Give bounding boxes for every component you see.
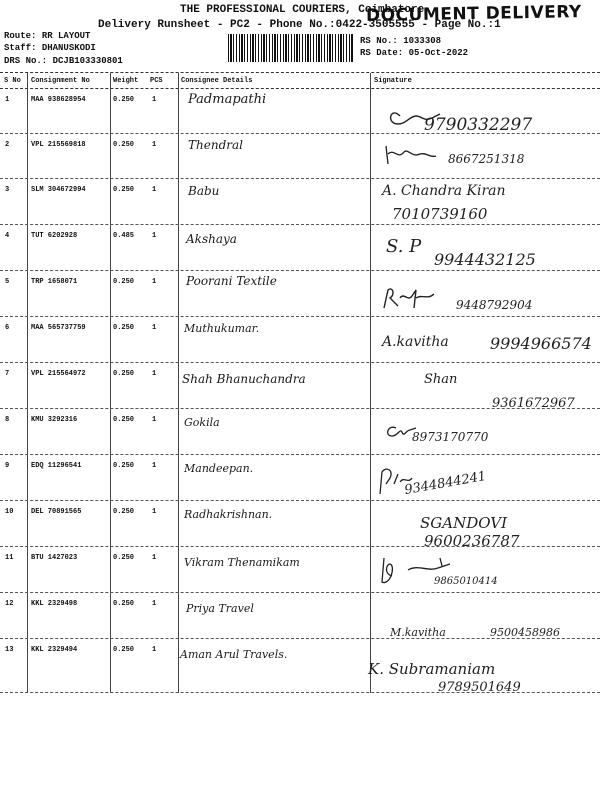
consignee-name: Babu <box>188 184 220 198</box>
row-consignment-no: BTU 1427023 <box>31 554 78 562</box>
row-sno: 8 <box>5 416 10 424</box>
row-sno: 10 <box>5 508 14 516</box>
consignee-name: Thendral <box>188 138 243 152</box>
consignee-name: Akshaya <box>186 232 237 246</box>
row-sno: 3 <box>5 186 10 194</box>
signature-name: A.kavitha <box>382 334 449 350</box>
row-pcs: 1 <box>152 370 157 378</box>
signature-phone: 9500458986 <box>490 626 560 639</box>
signature-scribble <box>380 286 440 314</box>
document-delivery-stamp: DOCUMENT DELIVERY <box>365 2 582 26</box>
row-separator <box>0 592 600 593</box>
row-weight: 0.250 <box>113 554 135 562</box>
row-consignment-no: TRP 1658071 <box>31 278 78 286</box>
row-weight: 0.250 <box>113 416 135 424</box>
staff-label: Staff: <box>4 43 37 53</box>
column-divider <box>370 73 371 693</box>
row-pcs: 1 <box>152 141 157 149</box>
row-weight: 0.250 <box>113 646 135 654</box>
signature-name: SGANDOVI <box>420 514 508 532</box>
consignee-name: Gokila <box>184 416 220 429</box>
row-sno: 5 <box>5 278 10 286</box>
row-pcs: 1 <box>152 416 157 424</box>
signature-phone: 9344844241 <box>403 468 488 499</box>
row-weight: 0.250 <box>113 600 135 608</box>
row-weight: 0.485 <box>113 232 135 240</box>
rs-no-line <box>360 36 441 46</box>
signature-phone: 9789501649 <box>438 680 521 695</box>
route-line <box>4 31 90 41</box>
consignee-name: Vikram Thenamikam <box>184 556 300 569</box>
row-pcs: 1 <box>152 186 157 194</box>
row-sno: 2 <box>5 141 10 149</box>
signature-name: A. Chandra Kiran <box>382 183 506 199</box>
col-header-consignee: Consignee Details <box>181 77 253 85</box>
signature-phone: 9361672967 <box>492 396 575 411</box>
route-label: Route: <box>4 31 37 41</box>
row-pcs: 1 <box>152 278 157 286</box>
row-sno: 9 <box>5 462 10 470</box>
consignee-name: Padmapathi <box>188 92 267 107</box>
col-header-consignment: Consignment No <box>31 77 90 85</box>
row-consignment-no: KMU 3292316 <box>31 416 78 424</box>
staff-value: DHANUSKODI <box>41 43 96 53</box>
signature-phone: 9790332297 <box>424 115 533 135</box>
row-separator <box>0 178 600 179</box>
row-separator <box>0 500 600 501</box>
signature-phone: 9600236787 <box>424 532 520 550</box>
row-sno: 11 <box>5 554 14 562</box>
row-weight: 0.250 <box>113 141 135 149</box>
row-weight: 0.250 <box>113 324 135 332</box>
rs-no-value: 1033308 <box>403 36 442 46</box>
row-separator <box>0 316 600 317</box>
row-sno: 7 <box>5 370 10 378</box>
row-weight: 0.250 <box>113 370 135 378</box>
row-weight: 0.250 <box>113 278 135 286</box>
row-consignment-no: MAA 565737759 <box>31 324 86 332</box>
row-separator <box>0 454 600 455</box>
rs-date-label: RS Date: <box>360 48 404 58</box>
company-title: THE PROFESSIONAL COURIERS, Coimbatore <box>180 4 425 16</box>
consignee-name: Shah Bhanuchandra <box>182 372 306 386</box>
row-weight: 0.250 <box>113 508 135 516</box>
row-pcs: 1 <box>152 232 157 240</box>
drs-value: DCJB103330801 <box>52 56 123 66</box>
row-pcs: 1 <box>152 508 157 516</box>
row-consignment-no: MAA 938628954 <box>31 96 86 104</box>
consignee-name: Priya Travel <box>186 602 254 615</box>
staff-line <box>4 43 96 53</box>
signature-phone: 7010739160 <box>392 205 488 223</box>
rs-no-label: RS No.: <box>360 36 398 46</box>
signature-phone: 9944432125 <box>434 250 536 269</box>
row-consignment-no: TUT 6202928 <box>31 232 78 240</box>
signature-phone: 8973170770 <box>412 430 489 444</box>
row-weight: 0.250 <box>113 96 135 104</box>
barcode <box>228 34 353 62</box>
table-top-border <box>0 72 600 73</box>
signature-scribble <box>380 144 440 170</box>
row-consignment-no: KKL 2329494 <box>31 646 78 654</box>
signature-phone: 8667251318 <box>448 152 525 166</box>
row-pcs: 1 <box>152 600 157 608</box>
row-consignment-no: EDQ 11296541 <box>31 462 82 470</box>
row-pcs: 1 <box>152 462 157 470</box>
row-sno: 13 <box>5 646 14 654</box>
col-header-sno: S No <box>4 77 21 85</box>
row-weight: 0.250 <box>113 462 135 470</box>
signature-phone: 9865010414 <box>434 576 498 587</box>
row-weight: 0.250 <box>113 186 135 194</box>
signature-name: Shan <box>424 372 458 387</box>
column-divider <box>27 73 28 693</box>
drs-label: DRS No.: <box>4 56 48 66</box>
column-divider <box>178 73 179 693</box>
row-separator <box>0 362 600 363</box>
runsheet-title: Delivery Runsheet - PC2 - Phone No.:0422-3505555 - Page No.:1 <box>98 19 501 31</box>
row-consignment-no: KKL 2329498 <box>31 600 78 608</box>
rs-date-value: 05-Oct-2022 <box>408 48 469 58</box>
consignee-name: Mandeepan. <box>184 462 254 475</box>
row-consignment-no: DEL 70891565 <box>31 508 82 516</box>
col-header-signature: Signature <box>374 77 412 85</box>
consignee-name: Radhakrishnan. <box>184 508 273 521</box>
consignee-name: Poorani Textile <box>186 274 277 288</box>
row-sno: 12 <box>5 600 14 608</box>
row-consignment-no: VPL 215569818 <box>31 141 86 149</box>
signature-name: M.kavitha <box>390 626 446 639</box>
consignee-name: Muthukumar. <box>184 322 260 335</box>
col-header-pcs: PCS <box>150 77 163 85</box>
row-separator <box>0 224 600 225</box>
route-value: RR LAYOUT <box>41 31 91 41</box>
signature-name: S. P <box>386 236 422 257</box>
col-header-weight: Weight <box>113 77 139 85</box>
drs-line <box>4 56 123 66</box>
signature-phone: 9994966574 <box>490 334 592 353</box>
row-pcs: 1 <box>152 554 157 562</box>
row-sno: 4 <box>5 232 10 240</box>
row-pcs: 1 <box>152 96 157 104</box>
signature-name: K. Subramaniam <box>368 660 496 678</box>
row-sno: 6 <box>5 324 10 332</box>
row-consignment-no: SLM 304672994 <box>31 186 86 194</box>
row-pcs: 1 <box>152 646 157 654</box>
row-separator <box>0 270 600 271</box>
consignee-name: Aman Arul Travels. <box>180 648 288 661</box>
header-bottom-border <box>0 88 600 89</box>
signature-phone: 9448792904 <box>456 298 533 312</box>
row-pcs: 1 <box>152 324 157 332</box>
row-sno: 1 <box>5 96 10 104</box>
column-divider <box>110 73 111 693</box>
rs-date-line <box>360 48 468 58</box>
row-consignment-no: VPL 215564972 <box>31 370 86 378</box>
